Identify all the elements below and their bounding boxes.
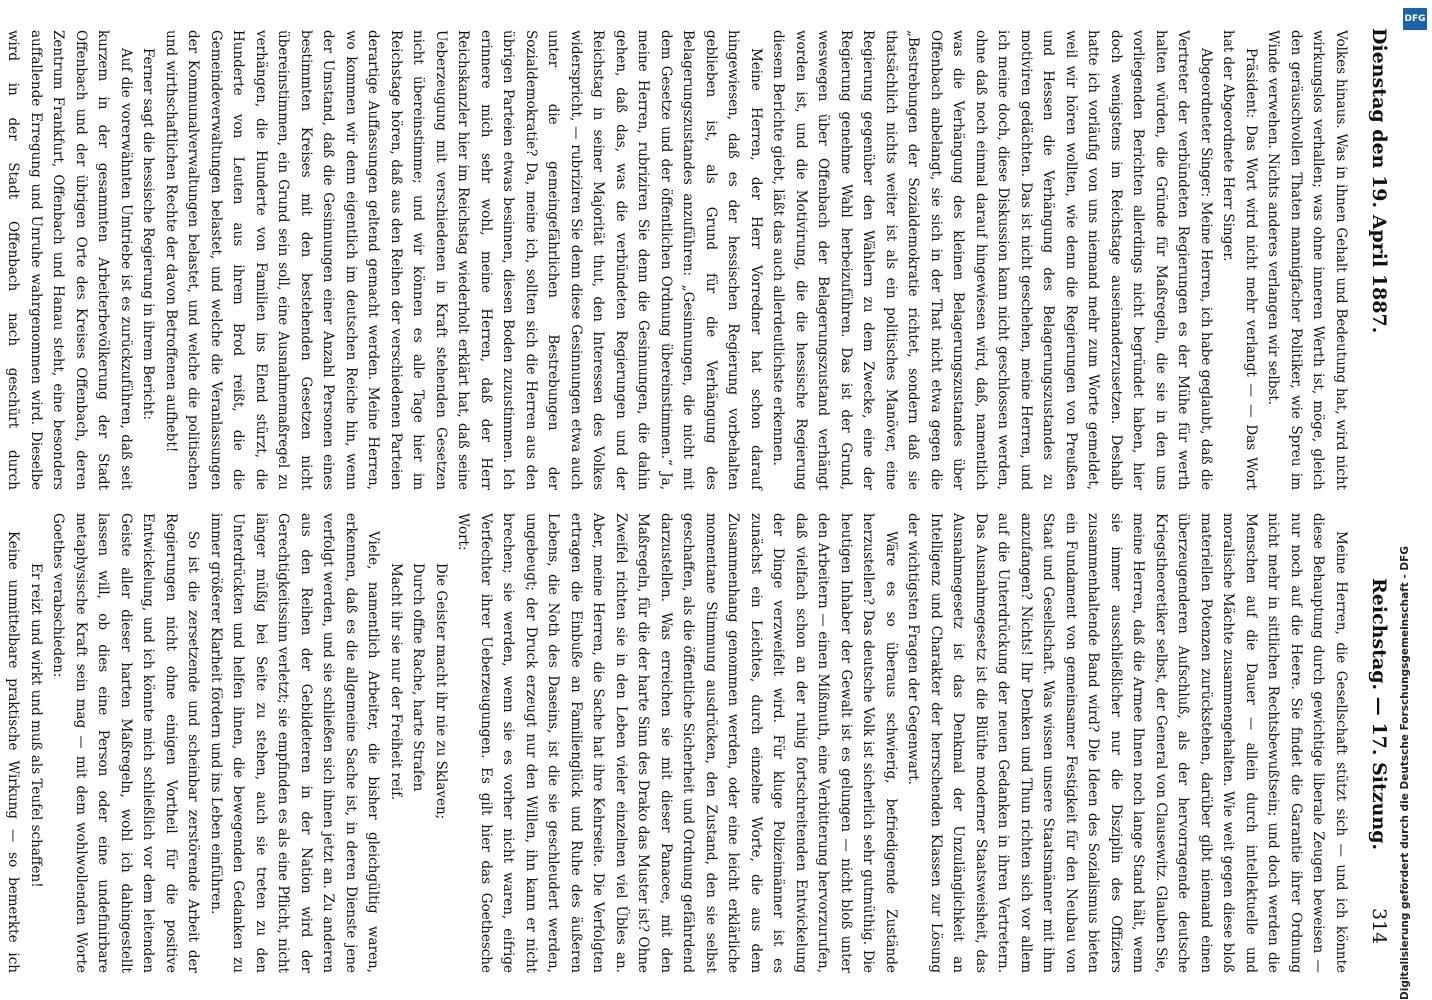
left-running-title: Reichstag. — 17. Sitzung. xyxy=(1368,578,1390,851)
paragraph: Meine Herren, der Herr Vorredner hat schon darauf hingewiesen, daß es der hessischen Regierung vorbehalten geblieben ist, als Grund für die Verhängung des Belagerungszustandes anzuführen: „Gesinnungen, die nicht mit dem Gesetze und der öffentlichen Ordnung übereinstimmen.“ Ja, meine Herren, rubriziren Sie denn die Gesinnungen, die dahin gehen, daß das, was die verbündeten Regierungen und der Reichstag in seiner Majorität thut, den Interessen des Volkes widerspricht, — rubriziren Sie denn diese Gesinnungen etwa auch unter die gemeingefährlichen Bestrebungen der Sozialdemokratie? Da, meine ich, sollten sich die Herren aus den übrigen Parteien etwas besinnen, diesen Boden zuzustimmen. Ich erinnere mich sehr wohl, meine Herren, daß der Herr Reichskanzler hier im Reichstag wiederholt erklärt hat, daß seine Ueberzeugung mit verschiedenen in Kraft stehenden Gesetzen nicht übereinstimme; und wir können es alle Tage hier im Reichstage hören, daß aus den Reihen der verschiedenen Parteien derartige Auffassungen geltend gemacht werden. Meine Herren, wo kommen wir denn eigentlich im deutschen Reiche hin, wenn der Umstand, daß die Gesinnungen einer Anzahl Personen eines bestimmten Kreises mit den bestehenden Gesetzen nicht übereinstimmen, ein Grund sein soll, eine Ausnahmemaßregel zu verhängen, die Hunderte von Familien ins Elend stürzt, die Hunderte von Leuten aus ihrem Brod reißt, die die Gemeindeverwaltungen belastet, und welche die Veranlassungen der Kommunalverwaltungen belastet, und welche die politischen und wirthschaftlichen Rechte der davon Betroffenen aufhebt! xyxy=(163,30,764,490)
paragraph: Viele, namentlich Arbeiter, die bisher gleichgültig waren, erkennen, daß es die allgemeine Sache ist, in deren Dienste jene verfolgt werden, und sie schließen sich ihnen jetzt an. Zu anderen aus den Reihen der Gebildeteren in der Nation wird der Gerechtigkeitssinn verletzt; sie empfinden es als eine Pflicht, nicht länger müßig bei Seite zu stehen, auch sie treten zu den Unterdrückten und helfen ihnen, die bewegenden Gedanken zu immer größerer Klarheit fördern und ins Leben einführen. xyxy=(208,513,382,973)
speaker-paragraph: Präsident: Das Wort wird nicht mehr verlangt — — Das Wort hat der Abgeordnete Herr Singer. xyxy=(1220,30,1259,490)
verse-line: Durch offne Rache, harte Strafen xyxy=(410,563,427,792)
paragraph: Wäre es so überaus schwierig, befriedigende Zustände herzustellen? Das deutsche Volk ist sicherlich sehr gutmüthig. Die heutigen Inhaber der Gewalt ist es gelungen — nicht bloß unter den Arbeitern — einen Mißmuth, eine Verbitterung hervorzurufen, daß vielfach schon an der ruhig fortschreitenden Entwickelung der Dinge verzweifelt wird. Für kluge Polizeimänner ist es zunächst ein Leichtes, durch einzelne Worte, die aus dem Zusammenhang genommen werden, oder eine leicht erklärliche momentane Stimmung ausdrücken, den Zustand, den sie selbst geschaffen, als die öffentliche Sicherheit und Ordnung gefährdend darzustellen. Was erreichen sie mit dieser Panacee, mit den Maßregeln, für die der harte Sinn des Drako das Muster ist? Ohne Zweifel richten sie in den Leben vieler einzelnen viel Übles an. Aber, meine Herren, die Sache hat ihre Kehrseite. Die Verfolgten ertragen die Einbuße an Familienglück und Ruhe des äußeren Lebens, die Noth des Daseins, ist die sie geschleudert werden, ungebeugt; der Druck erzeugt nur den Willen, ihn kann er nicht brechen; sie werden, wenn sie es vorher nicht waren, eifrige Verfechter ihrer Ueberzeugungen. Es gilt hier das Goethesche Wort: xyxy=(455,513,899,973)
paragraph: Keine unmittelbare praktische Wirkung — so bemerkte ich xyxy=(5,531,22,973)
newspaper-page xyxy=(5,18,1400,978)
dfg-logo: DFG xyxy=(1403,8,1427,30)
left-text-column xyxy=(5,513,1352,973)
right-text-column xyxy=(5,30,1352,490)
paragraph: So ist die zersetzende und scheinbar zerstörende Arbeit der Regierungen nicht ohne einigen Vortheil für die positive Entwickelung, und ich könnte mich schließlich vor dem leitenden Geiste aller dieser harten Maßregeln, wohl ich dahingestellt lassen will, ob dies eine Person oder eine undefinirbare metaphysische Kraft sein mag — mit dem wohlwollenden Worte Goethes verabschieden: xyxy=(50,513,202,973)
verse-line: Er reizt und wirkt und muß als Teufel schaffen! xyxy=(28,563,44,888)
page-number: 314 xyxy=(1368,908,1390,945)
paragraph: Meine Herren, die Gesellschaft stützt sich — und ich könnte diese Behauptung durch gewichtige liberale Zeugen beweisen — nur noch auf die Heere. Sie findet die Garantie ihrer Ordnung nicht mehr in sittlichen Rechtsbewußtsein; und doch werden die Menschen auf die Dauer — allein durch intellektuelle und moralische Mächte zusammengehalten. Wie weit gegen diese bloß materiellen Potenzen zurückstehen, darüber gibt niemand einen überzeugenderen Aufschluß, als der hervorragende deutsche Kriegstheoretiker selbst, der General von Clausewitz. Glauben Sie, meine Herren, daß die Armee Ihnen noch lange Stand hält, wenn sie immer ausschließlicher nur die Disziplin des Offiziers zusammenhaltende Band wird? Die Ideen des Sozialismus bieten ein Fundament von gemeinsamer Festigkeit für den Neubau von Staat und Gesellschaft. Was wissen unsere Staatsmänner mit ihm anzufangen? Nichts! Ihr Denken und Thun richten sich vor allem auf die Unterdrückung der neuen Gedanken in ihren Vertretern. Das Ausnahmegesetz ist die Blüthe moderner Staatsweisheit, das Ausnahmegesetz ist das Denkmal der Unzulänglichkeit an Intelligenz und Charakter der herrschenden Klassen zur Lösung der wichtigsten Fragen der Gegenwart. xyxy=(905,513,1349,973)
paragraph: Ferner sagt die hessische Regierung in ihrem Bericht: xyxy=(140,48,157,421)
digitization-footer: Digitalisierung gefördert durch die Deutsche Forschungsgemeinschaft - DFG xyxy=(1399,546,1411,1000)
verse-line: Macht ihr sie nur der Freiheit reif. xyxy=(388,563,404,801)
right-running-title: Dienstag den 19. April 1887. xyxy=(1368,28,1390,334)
speaker-paragraph: Abgeordneter Singer: Meine Herren, ich habe geglaubt, daß die Vertreter der verbündeten Regierungen es der Mühe für werth halten würden, die Gründe für Maßregeln, die sie in den uns vorliegenden Berichten allerdings nicht begründet haben, hier doch wenigstens im Reichstage auseinanderzusetzen. Deshalb hatte ich vorläufig von uns niemand mehr zum Worte gemeldet, weil wir hören wollten, wie denn die Regierungen von Preußen und Hessen die Verhängung des Belagerungszustandes zu motiviren gedächten. Das ist nicht geschehen, meine Herren, und ich meine doch, diese Diskussion kann nicht geschlossen werden, ohne daß noch einmal darauf hingewiesen wird, daß, namentlich was die Verhängung des kleinen Belagerungszustandes über Offenbach anbelangt, sie sich in der That nicht etwa gegen die „Bestrebungen der Sozialdemokratie richtet, sondern daß sie thatsächlich nichts weiter ist als ein politisches Manöver, eine Regierung gegenüber den Wählern zu dem Zwecke, eine der Regierung genehme Wahl herbeizuführen. Das ist der Grund, weswegen über Offenbach der Belagerungszustand verhängt worden ist, und die Motivirung, die die hessische Regierung diesem Berichte giebt, läßt das auch allerdeutlichste erkennen. xyxy=(770,30,1214,490)
quoted-paragraph: Auf die vorerwähnten Umtriebe ist es zurückzuführen, daß seit kurzem in der gesammten Arbeiterbevölkerung der Stadt Offenbach und der übrigen Orte des Kreises Offenbach, deren Zentrum Frankfurt, Offenbach und Hanau steht, eine besonders auffallende Erregung und Unruhe wahrgenommen wird. Dieselbe wird in der Stadt Offenbach nach geschürt durch xyxy=(5,30,134,490)
page-header xyxy=(1356,18,1400,978)
verse-line: Die Geister macht ihr nie zu Sklaven; xyxy=(433,563,449,820)
paragraph: Volkes hinaus. Was in ihnen Gehalt und Bedeutung hat, wird nicht wirkungslos verhallen; was ohne inneren Werth ist, möge, gleich den geräuschvollen Thaten mannigfacher Politiker, wie Spreu im Winde verwehen. Nichts anderes verlangen wir selbst. xyxy=(1265,30,1349,490)
